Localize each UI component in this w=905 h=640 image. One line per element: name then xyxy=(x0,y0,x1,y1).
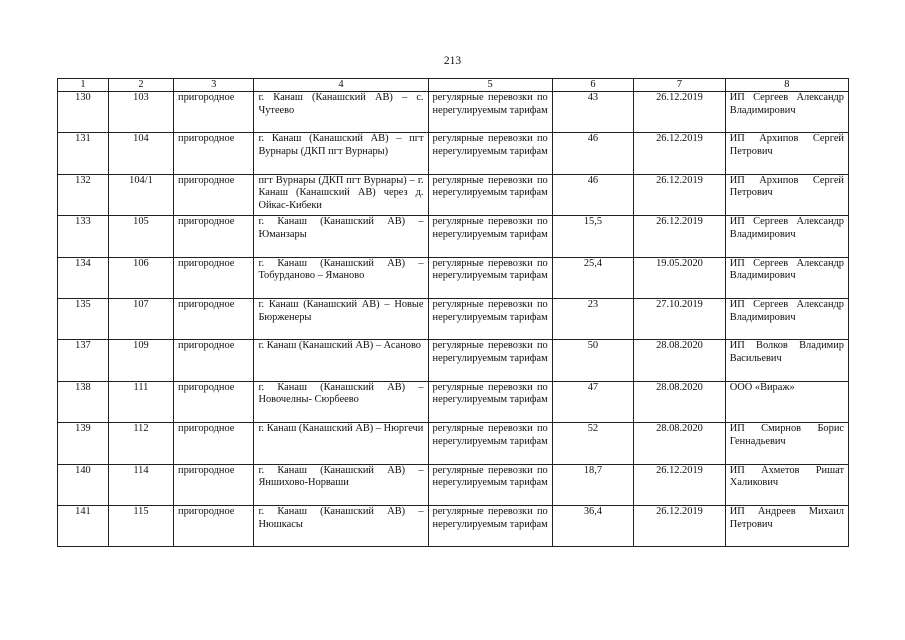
distance-cell: 46 xyxy=(552,133,633,174)
row-number-cell: 138 xyxy=(58,381,109,422)
route-path-cell: г. Канаш (Канашский АВ) – Тобурданово – Яманово xyxy=(254,257,428,298)
row-number-cell: 131 xyxy=(58,133,109,174)
row-number-cell: 140 xyxy=(58,464,109,505)
transport-kind-cell: регулярные перевозки по нерегулируемым тарифам xyxy=(428,298,552,339)
transport-kind-cell: регулярные перевозки по нерегулируемым тарифам xyxy=(428,92,552,133)
column-header: 2 xyxy=(108,79,173,92)
route-path-cell: г. Канаш (Канашский АВ) – Нюргечи xyxy=(254,423,428,464)
carrier-cell: ИП Сергеев Александр Владимирович xyxy=(725,298,848,339)
distance-cell: 43 xyxy=(552,92,633,133)
route-type-cell: пригородное xyxy=(174,381,254,422)
route-path-cell: г. Канаш (Канашский АВ) – Новые Бюрженеры xyxy=(254,298,428,339)
row-number-cell: 130 xyxy=(58,92,109,133)
column-header: 8 xyxy=(725,79,848,92)
table-row xyxy=(58,174,849,215)
column-header: 1 xyxy=(58,79,109,92)
route-path-cell: г. Канаш (Канашский АВ) – Новочелны- Сюрбеево xyxy=(254,381,428,422)
header-row xyxy=(58,79,849,92)
route-number-cell: 106 xyxy=(108,257,173,298)
transport-kind-cell: регулярные перевозки по нерегулируемым тарифам xyxy=(428,423,552,464)
table-row xyxy=(58,216,849,257)
distance-cell: 46 xyxy=(552,174,633,215)
carrier-cell: ИП Сергеев Александр Владимирович xyxy=(725,257,848,298)
route-type-cell: пригородное xyxy=(174,423,254,464)
route-type-cell: пригородное xyxy=(174,216,254,257)
carrier-cell: ИП Сергеев Александр Владимирович xyxy=(725,216,848,257)
carrier-cell: ИП Смирнов Борис Геннадьевич xyxy=(725,423,848,464)
distance-cell: 47 xyxy=(552,381,633,422)
distance-cell: 52 xyxy=(552,423,633,464)
date-cell: 26.12.2019 xyxy=(634,505,726,546)
carrier-cell: ИП Ахметов Ришат Халикович xyxy=(725,464,848,505)
route-number-cell: 112 xyxy=(108,423,173,464)
column-header: 3 xyxy=(174,79,254,92)
table-row xyxy=(58,92,849,133)
route-type-cell: пригородное xyxy=(174,92,254,133)
route-type-cell: пригородное xyxy=(174,133,254,174)
transport-kind-cell: регулярные перевозки по нерегулируемым тарифам xyxy=(428,174,552,215)
row-number-cell: 132 xyxy=(58,174,109,215)
page-number: 213 xyxy=(443,55,462,67)
table-row xyxy=(58,257,849,298)
distance-cell: 50 xyxy=(552,340,633,381)
route-path-cell: г. Канаш (Канашский АВ) – с. Чутеево xyxy=(254,92,428,133)
row-number-cell: 141 xyxy=(58,505,109,546)
transport-kind-cell: регулярные перевозки по нерегулируемым тарифам xyxy=(428,133,552,174)
table-row xyxy=(58,423,849,464)
distance-cell: 25,4 xyxy=(552,257,633,298)
distance-cell: 15,5 xyxy=(552,216,633,257)
column-header: 4 xyxy=(254,79,428,92)
date-cell: 27.10.2019 xyxy=(634,298,726,339)
carrier-cell: ООО «Вираж» xyxy=(725,381,848,422)
carrier-cell: ИП Андреев Михаил Петрович xyxy=(725,505,848,546)
route-number-cell: 109 xyxy=(108,340,173,381)
transport-kind-cell: регулярные перевозки по нерегулируемым тарифам xyxy=(428,216,552,257)
route-number-cell: 111 xyxy=(108,381,173,422)
route-number-cell: 105 xyxy=(108,216,173,257)
carrier-cell: ИП Архипов Сергей Петрович xyxy=(725,133,848,174)
table-row xyxy=(58,340,849,381)
column-header: 7 xyxy=(634,79,726,92)
date-cell: 26.12.2019 xyxy=(634,174,726,215)
route-type-cell: пригородное xyxy=(174,340,254,381)
distance-cell: 18,7 xyxy=(552,464,633,505)
date-cell: 19.05.2020 xyxy=(634,257,726,298)
route-type-cell: пригородное xyxy=(174,298,254,339)
row-number-cell: 133 xyxy=(58,216,109,257)
date-cell: 26.12.2019 xyxy=(634,92,726,133)
table-row xyxy=(58,381,849,422)
row-number-cell: 135 xyxy=(58,298,109,339)
transport-kind-cell: регулярные перевозки по нерегулируемым тарифам xyxy=(428,505,552,546)
transport-kind-cell: регулярные перевозки по нерегулируемым тарифам xyxy=(428,464,552,505)
table-row xyxy=(58,133,849,174)
date-cell: 26.12.2019 xyxy=(634,464,726,505)
routes-table xyxy=(57,78,849,547)
route-type-cell: пригородное xyxy=(174,174,254,215)
transport-kind-cell: регулярные перевозки по нерегулируемым тарифам xyxy=(428,381,552,422)
date-cell: 26.12.2019 xyxy=(634,216,726,257)
date-cell: 28.08.2020 xyxy=(634,423,726,464)
route-path-cell: г. Канаш (Канашский АВ) – пгт Вурнары (ДКП пгт Вурнары) xyxy=(254,133,428,174)
table-header xyxy=(58,79,849,92)
route-path-cell: г. Канаш (Канашский АВ) – Яншихово-Норваши xyxy=(254,464,428,505)
route-number-cell: 104 xyxy=(108,133,173,174)
table-body xyxy=(58,92,849,547)
distance-cell: 36,4 xyxy=(552,505,633,546)
route-number-cell: 104/1 xyxy=(108,174,173,215)
date-cell: 28.08.2020 xyxy=(634,381,726,422)
transport-kind-cell: регулярные перевозки по нерегулируемым тарифам xyxy=(428,340,552,381)
route-path-cell: пгт Вурнары (ДКП пгт Вурнары) – г. Канаш (Канашский АВ) через д. Ойкас-Кибеки xyxy=(254,174,428,215)
row-number-cell: 139 xyxy=(58,423,109,464)
table-row xyxy=(58,505,849,546)
carrier-cell: ИП Сергеев Александр Владимирович xyxy=(725,92,848,133)
date-cell: 28.08.2020 xyxy=(634,340,726,381)
table-row xyxy=(58,464,849,505)
date-cell: 26.12.2019 xyxy=(634,133,726,174)
route-path-cell: г. Канаш (Канашский АВ) – Нюшкасы xyxy=(254,505,428,546)
route-path-cell: г. Канаш (Канашский АВ) – Юманзары xyxy=(254,216,428,257)
column-header: 5 xyxy=(428,79,552,92)
row-number-cell: 134 xyxy=(58,257,109,298)
transport-kind-cell: регулярные перевозки по нерегулируемым тарифам xyxy=(428,257,552,298)
route-number-cell: 107 xyxy=(108,298,173,339)
carrier-cell: ИП Архипов Сергей Петрович xyxy=(725,174,848,215)
route-number-cell: 115 xyxy=(108,505,173,546)
distance-cell: 23 xyxy=(552,298,633,339)
route-type-cell: пригородное xyxy=(174,257,254,298)
route-number-cell: 114 xyxy=(108,464,173,505)
row-number-cell: 137 xyxy=(58,340,109,381)
route-type-cell: пригородное xyxy=(174,505,254,546)
carrier-cell: ИП Волков Владимир Васильевич xyxy=(725,340,848,381)
route-path-cell: г. Канаш (Канашский АВ) – Асаново xyxy=(254,340,428,381)
route-type-cell: пригородное xyxy=(174,464,254,505)
route-number-cell: 103 xyxy=(108,92,173,133)
table-row xyxy=(58,298,849,339)
column-header: 6 xyxy=(552,79,633,92)
